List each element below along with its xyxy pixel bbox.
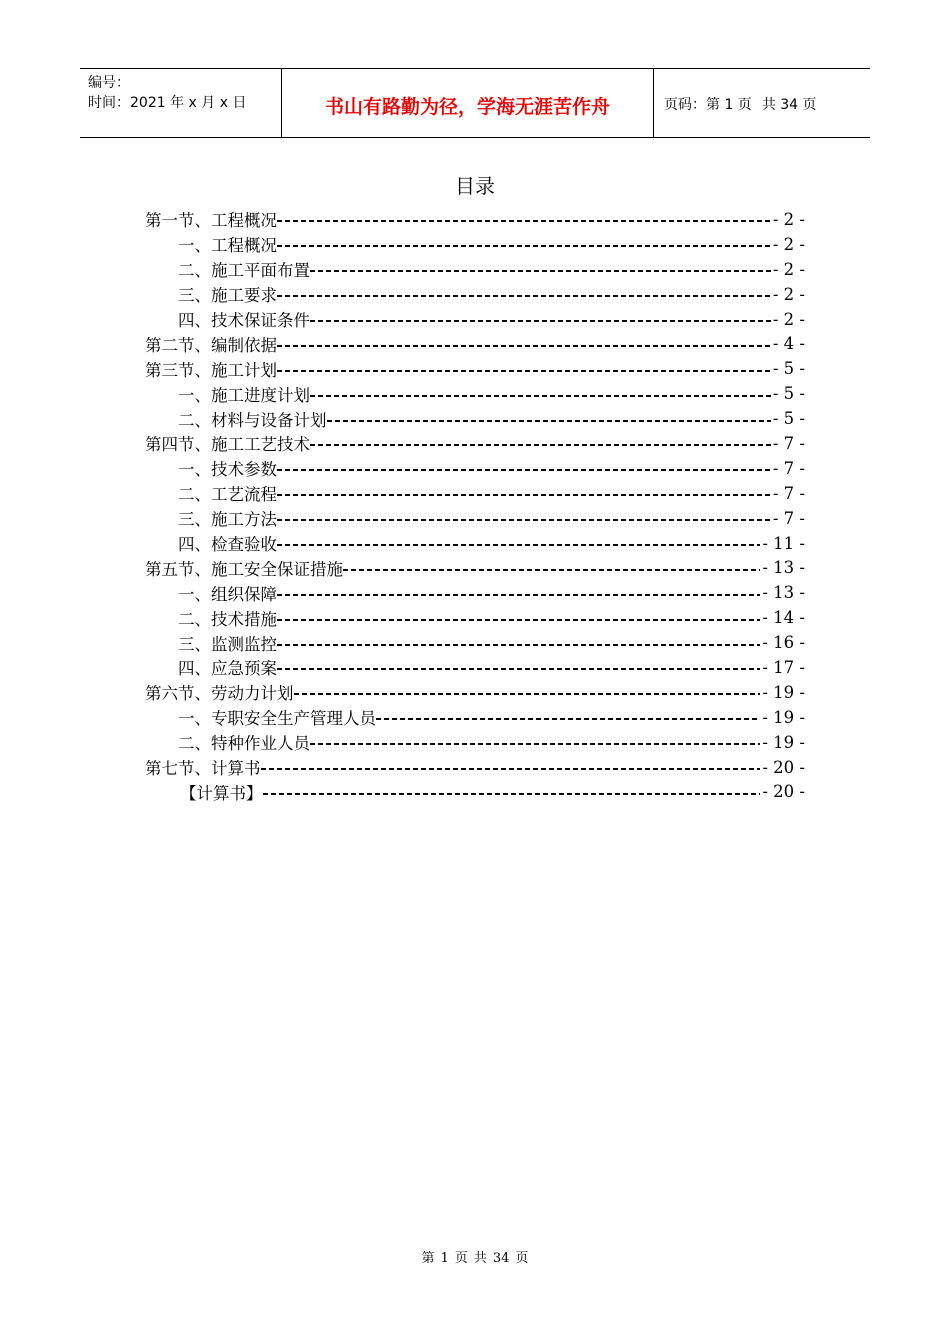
toc-entry-label: 二、工艺流程 (178, 485, 277, 505)
toc-entry[interactable] (145, 356, 805, 381)
toc-entry-label: 第六节、劳动力计划 (145, 684, 294, 704)
document-header (80, 68, 870, 138)
footer-current-page: 1 (440, 1251, 449, 1266)
toc-entry-label: 四、技术保证条件 (178, 311, 310, 330)
toc-entry-page: - 19 - (762, 707, 805, 727)
toc-entry-label: 【计算书】 (180, 783, 263, 803)
toc-leader-dots (277, 345, 771, 347)
toc-entry[interactable] (145, 431, 805, 456)
toc-entry-page: - 19 - (762, 732, 805, 752)
toc-leader-dots (277, 644, 760, 646)
toc-entry-label: 二、材料与设备计划 (178, 410, 327, 430)
toc-entry[interactable] (145, 655, 805, 680)
toc-leader-dots (277, 619, 760, 621)
toc-leader-dots (310, 270, 771, 272)
document-number-label: 编号： (88, 75, 130, 91)
toc-entry-page: - 14 - (762, 608, 805, 628)
toc-entry[interactable] (145, 282, 805, 307)
header-motto: 书山有路勤为径，学海无涯苦作舟 (324, 95, 610, 118)
toc-entry-page: - 5 - (772, 359, 805, 379)
toc-entry-label: 一、工程概况 (178, 236, 277, 256)
toc-entry-page: - 20 - (762, 782, 805, 802)
toc-entry[interactable] (145, 680, 805, 705)
toc-entry-page: - 4 - (772, 334, 805, 354)
toc-entry-label: 第二节、编制依据 (145, 335, 277, 355)
toc-entry-label: 第一节、工程概况 (145, 211, 277, 231)
toc-entry-page: - 13 - (762, 583, 805, 603)
toc-entry-page: - 20 - (762, 757, 805, 777)
toc-entry-page: - 2 - (772, 209, 805, 229)
header-page-label: 页码：第 1 页 (664, 97, 752, 113)
toc-entry-label: 第三节、施工计划 (145, 360, 277, 380)
toc-title: 目录 (455, 174, 495, 198)
toc-entry-page: - 16 - (762, 633, 805, 653)
toc-leader-dots (277, 594, 760, 596)
toc-entry-label: 一、施工进度计划 (178, 385, 310, 405)
toc-leader-dots (310, 444, 771, 446)
toc-leader-dots (277, 295, 771, 297)
toc-entry-label: 一、技术参数 (178, 460, 277, 480)
toc-entry-page: - 7 - (772, 508, 805, 528)
toc-leader-dots (277, 469, 771, 471)
toc-entry[interactable] (145, 555, 805, 580)
toc-leader-dots (277, 494, 771, 496)
toc-entry[interactable] (145, 630, 805, 655)
toc-entry-label: 一、组织保障 (178, 584, 277, 604)
toc-leader-dots (310, 743, 760, 745)
toc-entry-label: 二、特种作业人员 (178, 734, 310, 754)
toc-entry-page: - 7 - (772, 433, 805, 453)
footer-ye: 页 (454, 1251, 468, 1266)
toc-leader-dots (277, 519, 771, 521)
toc-entry-label: 二、技术措施 (178, 609, 277, 629)
toc-entry[interactable] (145, 531, 805, 556)
toc-leader-dots (277, 245, 771, 247)
toc-entry-label: 四、应急预案 (178, 659, 277, 679)
header-motto-cell (282, 69, 654, 137)
toc-leader-dots (263, 793, 761, 795)
toc-entry[interactable] (145, 481, 805, 506)
footer-ye2: 页 (515, 1251, 529, 1266)
toc-entry-page: - 5 - (772, 409, 805, 429)
toc-entry-page: - 17 - (762, 657, 805, 677)
toc-entry[interactable] (145, 406, 805, 431)
toc-entry-page: - 11 - (762, 533, 805, 553)
toc-leader-dots (294, 693, 761, 695)
toc-entry-label: 一、专职安全生产管理人员 (178, 709, 376, 729)
toc-entry-label: 第七节、计算书 (145, 759, 261, 779)
toc-entry-label: 第五节、施工安全保证措施 (145, 559, 343, 579)
toc-entry[interactable] (145, 381, 805, 406)
header-page-cell (654, 69, 870, 137)
toc-entry-label: 三、施工要求 (178, 286, 277, 306)
toc-leader-dots (277, 544, 760, 546)
toc-entry-page: - 2 - (772, 259, 805, 279)
header-total-label: 共 34 页 (761, 97, 817, 113)
toc-entry[interactable] (145, 580, 805, 605)
toc-leader-dots (310, 395, 771, 397)
toc-leader-dots (277, 370, 771, 372)
toc-leader-dots (277, 668, 760, 670)
toc-entry-label: 三、施工方法 (178, 510, 277, 530)
toc-entry-label: 三、监测监控 (178, 634, 277, 654)
toc-entry-page: - 7 - (772, 483, 805, 503)
toc-entry[interactable] (145, 755, 805, 780)
toc-entry-page: - 2 - (772, 284, 805, 304)
toc-entry-label: 四、检查验收 (178, 535, 277, 555)
toc-entry-page: - 5 - (772, 384, 805, 404)
toc-leader-dots (343, 569, 760, 571)
footer-gong: 共 (473, 1251, 487, 1266)
toc-entry[interactable] (145, 257, 805, 282)
toc-entry-page: - 2 - (772, 309, 805, 329)
toc-leader-dots (310, 320, 771, 322)
toc-entry[interactable] (145, 605, 805, 630)
toc-entry[interactable] (145, 779, 805, 804)
toc-entry[interactable] (145, 207, 805, 232)
toc-entry[interactable] (145, 506, 805, 531)
toc-entry[interactable] (145, 331, 805, 356)
toc-entry-page: - 2 - (772, 234, 805, 254)
table-of-contents (145, 207, 805, 804)
toc-leader-dots (277, 220, 771, 222)
footer-di: 第 (421, 1251, 435, 1266)
toc-entry-label: 第四节、施工工艺技术 (145, 435, 310, 455)
toc-entry[interactable] (145, 456, 805, 481)
footer-total-pages: 34 (492, 1251, 510, 1266)
toc-entry[interactable] (145, 730, 805, 755)
toc-entry[interactable] (145, 307, 805, 332)
toc-entry[interactable] (145, 705, 805, 730)
toc-entry-page: - 19 - (762, 682, 805, 702)
document-time-label: 时间：2021 年 x 月 x 日 (88, 95, 247, 111)
toc-leader-dots (376, 718, 760, 720)
header-info-cell (80, 69, 282, 137)
toc-leader-dots (327, 420, 771, 422)
toc-entry[interactable] (145, 232, 805, 257)
page-footer (0, 1247, 950, 1266)
toc-entry-label: 二、施工平面布置 (178, 261, 310, 281)
toc-entry-page: - 7 - (772, 458, 805, 478)
toc-entry-page: - 13 - (762, 558, 805, 578)
toc-leader-dots (261, 768, 761, 770)
